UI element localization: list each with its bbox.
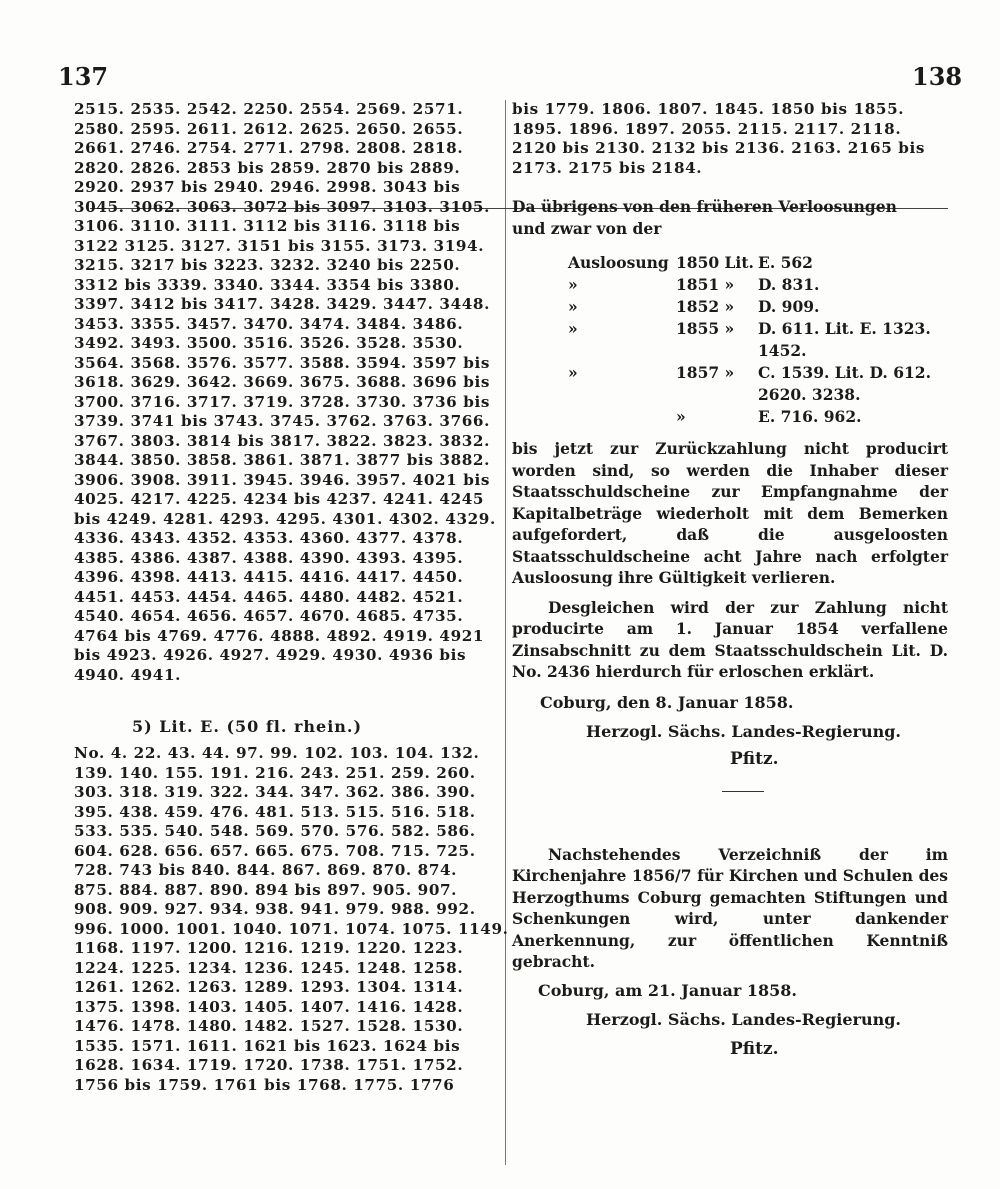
loosung-row (512, 384, 948, 406)
number-line: 4396. 4398. 4413. 4415. 4416. 4417. 4450. (74, 568, 464, 586)
loosung-label (512, 340, 676, 362)
section-separator (722, 791, 764, 792)
loosung-year: » (676, 407, 686, 426)
loosung-items: 1452. (758, 341, 807, 360)
number-line: 2580. 2595. 2611. 2612. 2625. 2650. 2655. (74, 119, 464, 138)
loosung-row (512, 318, 948, 340)
number-line: 3215. 3217 bis 3223. 3232. 3240 bis 2250. (74, 256, 461, 274)
loosung-items: E. 562 (758, 253, 813, 272)
signatory-name-1: Pfitz. (730, 748, 779, 769)
number-line: 3312 bis 3339. 3340. 3344. 3354 bis 3380. (74, 275, 461, 294)
number-line: 3618. 3629. 3642. 3669. 3675. 3688. 3696 bis (74, 373, 490, 391)
number-line: 4940. 4941. (74, 665, 182, 684)
section-e-heading: 5) Lit. E. (50 fl. rhein.) (132, 717, 363, 736)
place-date-1: Coburg, den 8. Januar 1858. (540, 692, 794, 712)
number-line: 303. 318. 319. 322. 344. 347. 362. 386. 390. (74, 783, 476, 801)
loosung-year (676, 384, 758, 406)
lit-e-number-list (74, 744, 509, 1095)
number-line: 3045. 3062. 3063. 3072 bis 3097. 3103. 3105. (74, 197, 490, 216)
intro-line: und zwar von der (512, 218, 662, 238)
number-line: 2661. 2746. 2754. 2771. 2798. 2808. 2818. (74, 139, 464, 157)
loosung-label (512, 406, 676, 428)
redemption-notice-paragraph: bis jetzt zur Zurückzahlung nicht producirt worden sind, so werden die Inhaber dieser Staatsschuldscheine zur Empfangnahme der Kapitalbeträge wiederholt mit dem Bemerken aufgefordert, daß die ausgeloosten Staatsschuldscheine acht Jahre nach erfolgter Ausloosung ihre Gültigkeit verlieren. (512, 439, 948, 587)
lit-d-number-list (74, 100, 496, 685)
loosung-label: » (568, 297, 578, 316)
number-line: 1895. 1896. 1897. 2055. 2115. 2117. 2118. (512, 119, 902, 138)
number-line: 4025. 4217. 4225. 4234 bis 4237. 4241. 4245 (74, 490, 485, 508)
loosung-year: 1851 » (676, 275, 735, 294)
loosung-items: D. 909. (758, 297, 820, 316)
number-line: 1224. 1225. 1234. 1236. 1245. 1248. 1258. (74, 958, 464, 977)
authority-signature-2: Herzogl. Sächs. Landes-Regierung. (586, 1009, 901, 1029)
continued-number-list (512, 100, 948, 178)
loosung-row (512, 274, 948, 296)
number-line: bis 4249. 4281. 4293. 4295. 4301. 4302. 4329. (74, 509, 496, 528)
loosung-label: » (568, 319, 578, 338)
number-line: 533. 535. 540. 548. 569. 570. 576. 582. 586. (74, 822, 476, 840)
authority-signature-1: Herzogl. Sächs. Landes-Regierung. (586, 721, 901, 741)
number-line: 4451. 4453. 4454. 4465. 4480. 4482. 4521. (74, 587, 464, 606)
number-line: 4764 bis 4769. 4776. 4888. 4892. 4919. 4921 (74, 626, 485, 645)
loosung-year (676, 340, 758, 362)
loosung-items: D. 831. (758, 275, 820, 294)
number-line: 3767. 3803. 3814 bis 3817. 3822. 3823. 3832. (74, 431, 490, 450)
number-line: 1261. 1262. 1263. 1289. 1293. 1304. 1314. (74, 978, 464, 996)
intro-line: Da übrigens von den früheren Verloosungen (512, 197, 897, 216)
loosung-year: 1857 » (676, 363, 735, 382)
number-line: 2120 bis 2130. 2132 bis 2136. 2163. 2165 bis (512, 139, 925, 157)
number-line: 3739. 3741 bis 3743. 3745. 3762. 3763. 3766. (74, 412, 490, 430)
loosung-items: C. 1539. Lit. D. 612. (758, 363, 931, 382)
number-line: 875. 884. 887. 890. 894 bis 897. 905. 907. (74, 880, 458, 899)
loosung-label: » (568, 275, 578, 294)
number-line: 2820. 2826. 2853 bis 2859. 2870 bis 2889. (74, 158, 461, 177)
page-number-left: 137 (58, 62, 109, 91)
number-line: 4385. 4386. 4387. 4388. 4390. 4393. 4395. (74, 548, 464, 567)
number-line: 728. 743 bis 840. 844. 867. 869. 870. 874. (74, 861, 458, 879)
number-line: 3453. 3355. 3457. 3470. 3474. 3484. 3486. (74, 314, 464, 333)
number-line: 1535. 1571. 1611. 1621 bis 1623. 1624 bis (74, 1036, 461, 1055)
number-line: 1756 bis 1759. 1761 bis 1768. 1775. 1776 (74, 1075, 455, 1094)
place-date-2: Coburg, am 21. Januar 1858. (538, 980, 797, 1000)
number-line: 3122 3125. 3127. 3151 bis 3155. 3173. 3194. (74, 236, 485, 255)
loosung-row (512, 296, 948, 318)
number-line: 2515. 2535. 2542. 2250. 2554. 2569. 2571. (74, 100, 464, 118)
number-line: 139. 140. 155. 191. 216. 243. 251. 259. 260. (74, 763, 476, 782)
number-line: 1476. 1478. 1480. 1482. 1527. 1528. 1530. (74, 1017, 464, 1035)
loosung-items: D. 611. Lit. E. 1323. (758, 319, 931, 338)
loosung-row (512, 340, 948, 362)
loosung-items: 2620. 3238. (758, 385, 861, 404)
number-line: 604. 628. 656. 657. 665. 675. 708. 715. 725. (74, 841, 476, 860)
number-line: 4336. 4343. 4352. 4353. 4360. 4377. 4378. (74, 529, 464, 547)
coupon-notice-paragraph: Desgleichen wird der zur Zahlung nicht producirte am 1. Januar 1854 verfallene Zinsabschnitt zu dem Staatsschuldschein Lit. D. No. 2436 hierdurch für erloschen erklärt. (512, 597, 948, 681)
number-line: 395. 438. 459. 476. 481. 513. 515. 516. 518. (74, 802, 476, 821)
intro-paragraph (512, 196, 948, 239)
loosung-row (512, 406, 948, 428)
number-line: 3564. 3568. 3576. 3577. 3588. 3594. 3597 bis (74, 353, 490, 372)
number-line: 3906. 3908. 3911. 3945. 3946. 3957. 4021 bis (74, 470, 490, 489)
number-line: 908. 909. 927. 934. 938. 941. 979. 988. 992. (74, 900, 476, 918)
number-line: 2920. 2937 bis 2940. 2946. 2998. 3043 bis (74, 178, 461, 196)
loosung-label: Ausloosung (568, 253, 669, 272)
number-line: bis 1779. 1806. 1807. 1845. 1850 bis 1855. (512, 100, 905, 118)
number-line: 3492. 3493. 3500. 3516. 3526. 3528. 3530. (74, 334, 464, 352)
number-line: 3844. 3850. 3858. 3861. 3871. 3877 bis 3882. (74, 451, 490, 469)
donations-notice-paragraph: Nachstehendes Verzeichniß der im Kirchenjahre 1856/7 für Kirchen und Schulen des Herzogthums Coburg gemachten Stiftungen und Schenkungen wird, unter dankender Anerkennung, zur öffentlichen Kenntniß gebracht. (512, 844, 948, 971)
loosung-row (512, 252, 948, 274)
number-line: 3106. 3110. 3111. 3112 bis 3116. 3118 bis (74, 217, 461, 235)
number-line: 996. 1000. 1001. 1040. 1071. 1074. 1075. 1149. (74, 919, 509, 938)
number-line: 3700. 3716. 3717. 3719. 3728. 3730. 3736 bis (74, 392, 490, 411)
number-line: 1375. 1398. 1403. 1405. 1407. 1416. 1428. (74, 997, 464, 1016)
number-line: 4540. 4654. 4656. 4657. 4670. 4685. 4735. (74, 607, 464, 625)
number-line: 1628. 1634. 1719. 1720. 1738. 1751. 1752. (74, 1056, 464, 1074)
page-number-right: 138 (912, 62, 963, 91)
loosung-year: 1850 Lit. (676, 253, 754, 272)
loosung-items: E. 716. 962. (758, 407, 862, 426)
number-line: 1168. 1197. 1200. 1216. 1219. 1220. 1223. (74, 939, 464, 957)
loosung-row (512, 362, 948, 384)
number-line: No. 4. 22. 43. 44. 97. 99. 102. 103. 104. 132. (74, 744, 480, 762)
loosung-year: 1852 » (676, 297, 735, 316)
number-line: 2173. 2175 bis 2184. (512, 158, 703, 177)
loosung-table (512, 252, 948, 428)
loosung-label: » (568, 363, 578, 382)
loosung-year: 1855 » (676, 319, 735, 338)
left-column (74, 100, 509, 1095)
loosung-label (512, 384, 676, 406)
right-column (512, 100, 948, 1059)
number-line: 3397. 3412 bis 3417. 3428. 3429. 3447. 3448. (74, 295, 490, 313)
column-divider-vertical (505, 100, 506, 1165)
number-line: bis 4923. 4926. 4927. 4929. 4930. 4936 bis (74, 646, 467, 664)
signatory-name-2: Pfitz. (730, 1038, 779, 1059)
